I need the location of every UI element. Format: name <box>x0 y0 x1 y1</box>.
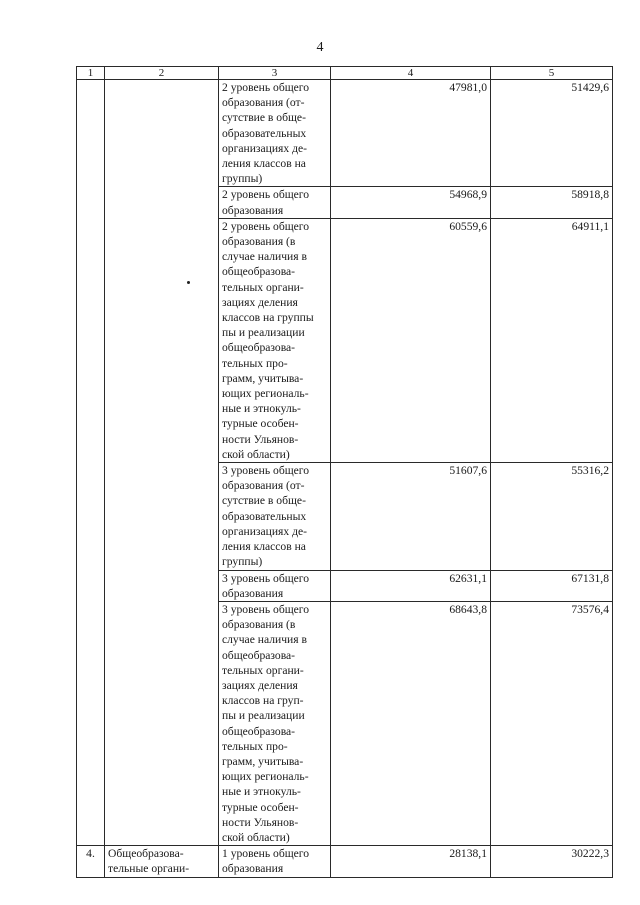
cell-education-level <box>219 846 331 877</box>
cell-line: 2 уровень общего <box>222 219 310 233</box>
cell-value-col-4: 51607,6 <box>331 463 491 570</box>
cell-line: тельных про- <box>222 356 288 370</box>
cell-line: ской области) <box>222 830 290 844</box>
cell-line: сутствие в обще- <box>222 111 306 125</box>
header-col-4: 4 <box>331 67 491 80</box>
cell-value-col-4: 68643,8 <box>331 601 491 845</box>
cell-value-col-5: 55316,2 <box>491 463 613 570</box>
cell-line: случае наличия в <box>222 250 307 264</box>
cell-line: образования (от- <box>222 479 305 493</box>
cell-line: ющих региональ- <box>222 770 309 784</box>
cell-line: классов на группы <box>222 311 314 325</box>
cell-line: образования <box>222 862 284 876</box>
cell-line: 3 уровень общего <box>222 571 310 585</box>
cell-value-col-4: 62631,1 <box>331 570 491 601</box>
table-row <box>77 80 613 187</box>
cell-education-level <box>219 463 331 570</box>
cell-value-col-5: 51429,6 <box>491 80 613 187</box>
cell-line: зациях деления <box>222 678 298 692</box>
cell-line: 2 уровень общего <box>222 188 310 202</box>
table-header-row <box>77 67 613 80</box>
cell-line: организациях де- <box>222 141 307 155</box>
cell-line: 1 уровень общего <box>222 847 310 861</box>
cell-col-2 <box>105 80 219 846</box>
speck-mark <box>187 281 190 284</box>
cell-line: образования <box>222 586 284 600</box>
page-number: 4 <box>316 40 324 55</box>
cell-value-col-4: 54968,9 <box>331 187 491 218</box>
cell-line: грамм, учитыва- <box>222 371 304 385</box>
cell-col-1 <box>77 80 105 846</box>
cell-value-col-5: 58918,8 <box>491 187 613 218</box>
cell-line: группы) <box>222 555 263 569</box>
table-row <box>77 846 613 877</box>
cell-line: случае наличия в <box>222 633 307 647</box>
header-col-3: 3 <box>219 67 331 80</box>
cell-line: тельных про- <box>222 739 288 753</box>
cell-line: грамм, учитыва- <box>222 754 304 768</box>
cell-line: классов на груп- <box>222 694 304 708</box>
header-col-1: 1 <box>77 67 105 80</box>
cell-line: пы и реализации <box>222 326 305 340</box>
cell-line: ления классов на <box>222 540 306 554</box>
cell-line: группы) <box>222 172 263 186</box>
cell-line: ные и этнокуль- <box>222 785 301 799</box>
header-col-2: 2 <box>105 67 219 80</box>
cell-education-level <box>219 187 331 218</box>
cell-organization-type <box>105 846 219 877</box>
cell-education-level <box>219 218 331 462</box>
cell-value-col-5: 64911,1 <box>491 218 613 462</box>
cell-line: тельные органи- <box>108 862 190 876</box>
cell-line: зациях деления <box>222 295 298 309</box>
cell-value-col-4: 47981,0 <box>331 80 491 187</box>
cell-line: образования (в <box>222 618 296 632</box>
cell-line: турные особен- <box>222 417 299 431</box>
cell-line: образования (от- <box>222 96 305 110</box>
cell-education-level <box>219 601 331 845</box>
cell-line: образования <box>222 203 284 217</box>
cell-line: ные и этнокуль- <box>222 402 301 416</box>
cell-line: образовательных <box>222 509 307 523</box>
cell-value-col-4: 28138,1 <box>331 846 491 877</box>
cell-line: тельных органи- <box>222 663 304 677</box>
cell-line: общеобразова- <box>222 648 296 662</box>
cell-row-number: 4. <box>77 846 105 877</box>
cell-value-col-5: 73576,4 <box>491 601 613 845</box>
cell-line: Общеобразова- <box>108 847 184 861</box>
cell-line: ности Ульянов- <box>222 432 299 446</box>
cell-line: общеобразова- <box>222 724 296 738</box>
cell-line: 3 уровень общего <box>222 602 310 616</box>
cell-line: сутствие в обще- <box>222 494 306 508</box>
cell-line: тельных органи- <box>222 280 304 294</box>
cell-line: организациях де- <box>222 524 307 538</box>
cell-line: ности Ульянов- <box>222 815 299 829</box>
cell-value-col-4: 60559,6 <box>331 218 491 462</box>
data-table <box>76 66 613 878</box>
header-col-5: 5 <box>491 67 613 80</box>
cell-line: ления классов на <box>222 157 306 171</box>
cell-line: образовательных <box>222 126 307 140</box>
cell-line: пы и реализации <box>222 709 305 723</box>
cell-value-col-5: 67131,8 <box>491 570 613 601</box>
cell-line: образования (в <box>222 235 296 249</box>
cell-line: 3 уровень общего <box>222 464 310 478</box>
cell-line: ской области) <box>222 447 290 461</box>
cell-education-level <box>219 80 331 187</box>
cell-line: общеобразова- <box>222 341 296 355</box>
cell-education-level <box>219 570 331 601</box>
cell-line: турные особен- <box>222 800 299 814</box>
cell-line: общеобразова- <box>222 265 296 279</box>
cell-value-col-5: 30222,3 <box>491 846 613 877</box>
cell-line: 2 уровень общего <box>222 81 310 94</box>
cell-line: ющих региональ- <box>222 387 309 401</box>
